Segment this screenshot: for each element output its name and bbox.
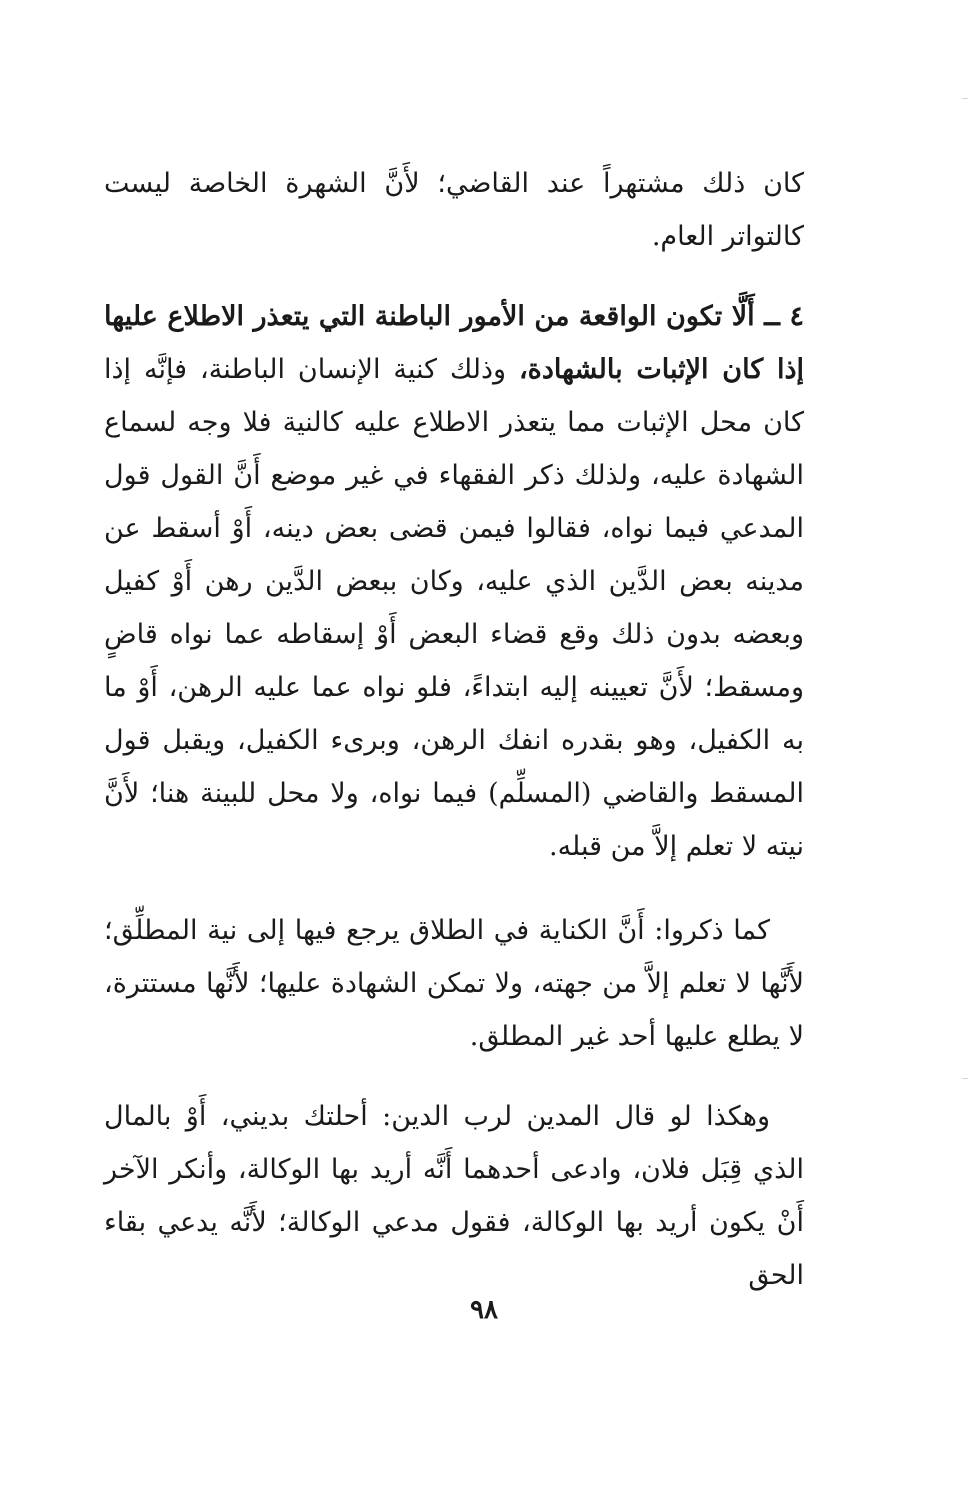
paragraph-3 — [104, 904, 804, 1063]
page-number: ٩٨ — [470, 1295, 498, 1325]
paragraph-1-text: كان ذلك مشتهراً عند القاضي؛ لأَنَّ الشهرة الخاصة ليست كالتواتر العام. — [104, 168, 804, 252]
paragraph-2-text: وذلك كنية الإنسان الباطنة، فإنَّه إذا كان محل الإثبات مما يتعذر الاطلاع عليه كالنية فلا وجه لسماع الشهادة عليه، ولذلك ذكر الفقهاء في غير موضع أَنَّ القول قول المدعي فيما نواه، فقالوا فيمن قضى بعض دينه، أَوْ أسقط عن مدينه بعض الدَّين الذي عليه، وكان ببعض الدَّين رهن أَوْ كفيل وبعضه بدون ذلك وقع قضاء البعض أَوْ إسقاطه عما نواه قاضٍ ومسقط؛ لأَنَّ تعيينه إليه ابتداءً، فلو نواه عما عليه الرهن، أَوْ ما به الكفيل، وهو بقدره انفك الرهن، وبرىء الكفيل، ويقبل قول المسقط والقاضي (المسلِّم) فيما نواه، ولا محل للبينة هنا؛ لأَنَّ نيته لا تعلم إلاَّ من قبله. — [104, 354, 804, 862]
paragraph-4-text: وهكذا لو قال المدين لرب الدين: أحلتك بديني، أَوْ بالمال الذي قِبَل فلان، وادعى أحدهما أَنَّه أريد بها الوكالة، وأنكر الآخر أَنْ يكون أريد بها الوكالة، فقول مدعي الوكالة؛ لأَنَّه يدعي بقاء الحق — [104, 1101, 804, 1291]
margin-mark — [962, 98, 968, 99]
paragraph-2-bold-heading: ٤ ــ أَلَّا تكون الواقعة من الأمور الباطنة التي يتعذر الاطلاع عليها إذا كان الإثبات بالشهادة، — [104, 301, 804, 385]
paragraph-1 — [104, 157, 804, 263]
paragraph-4 — [104, 1090, 804, 1302]
paragraph-2 — [104, 290, 804, 873]
margin-mark — [962, 1078, 968, 1079]
paragraph-3-text: كما ذكروا: أَنَّ الكناية في الطلاق يرجع فيها إلى نية المطلِّق؛ لأَنَّها لا تعلم إلاَّ من جهته، ولا تمكن الشهادة عليها؛ لأَنَّها مستترة، لا يطلع عليها أحد غير المطلق. — [104, 915, 804, 1052]
